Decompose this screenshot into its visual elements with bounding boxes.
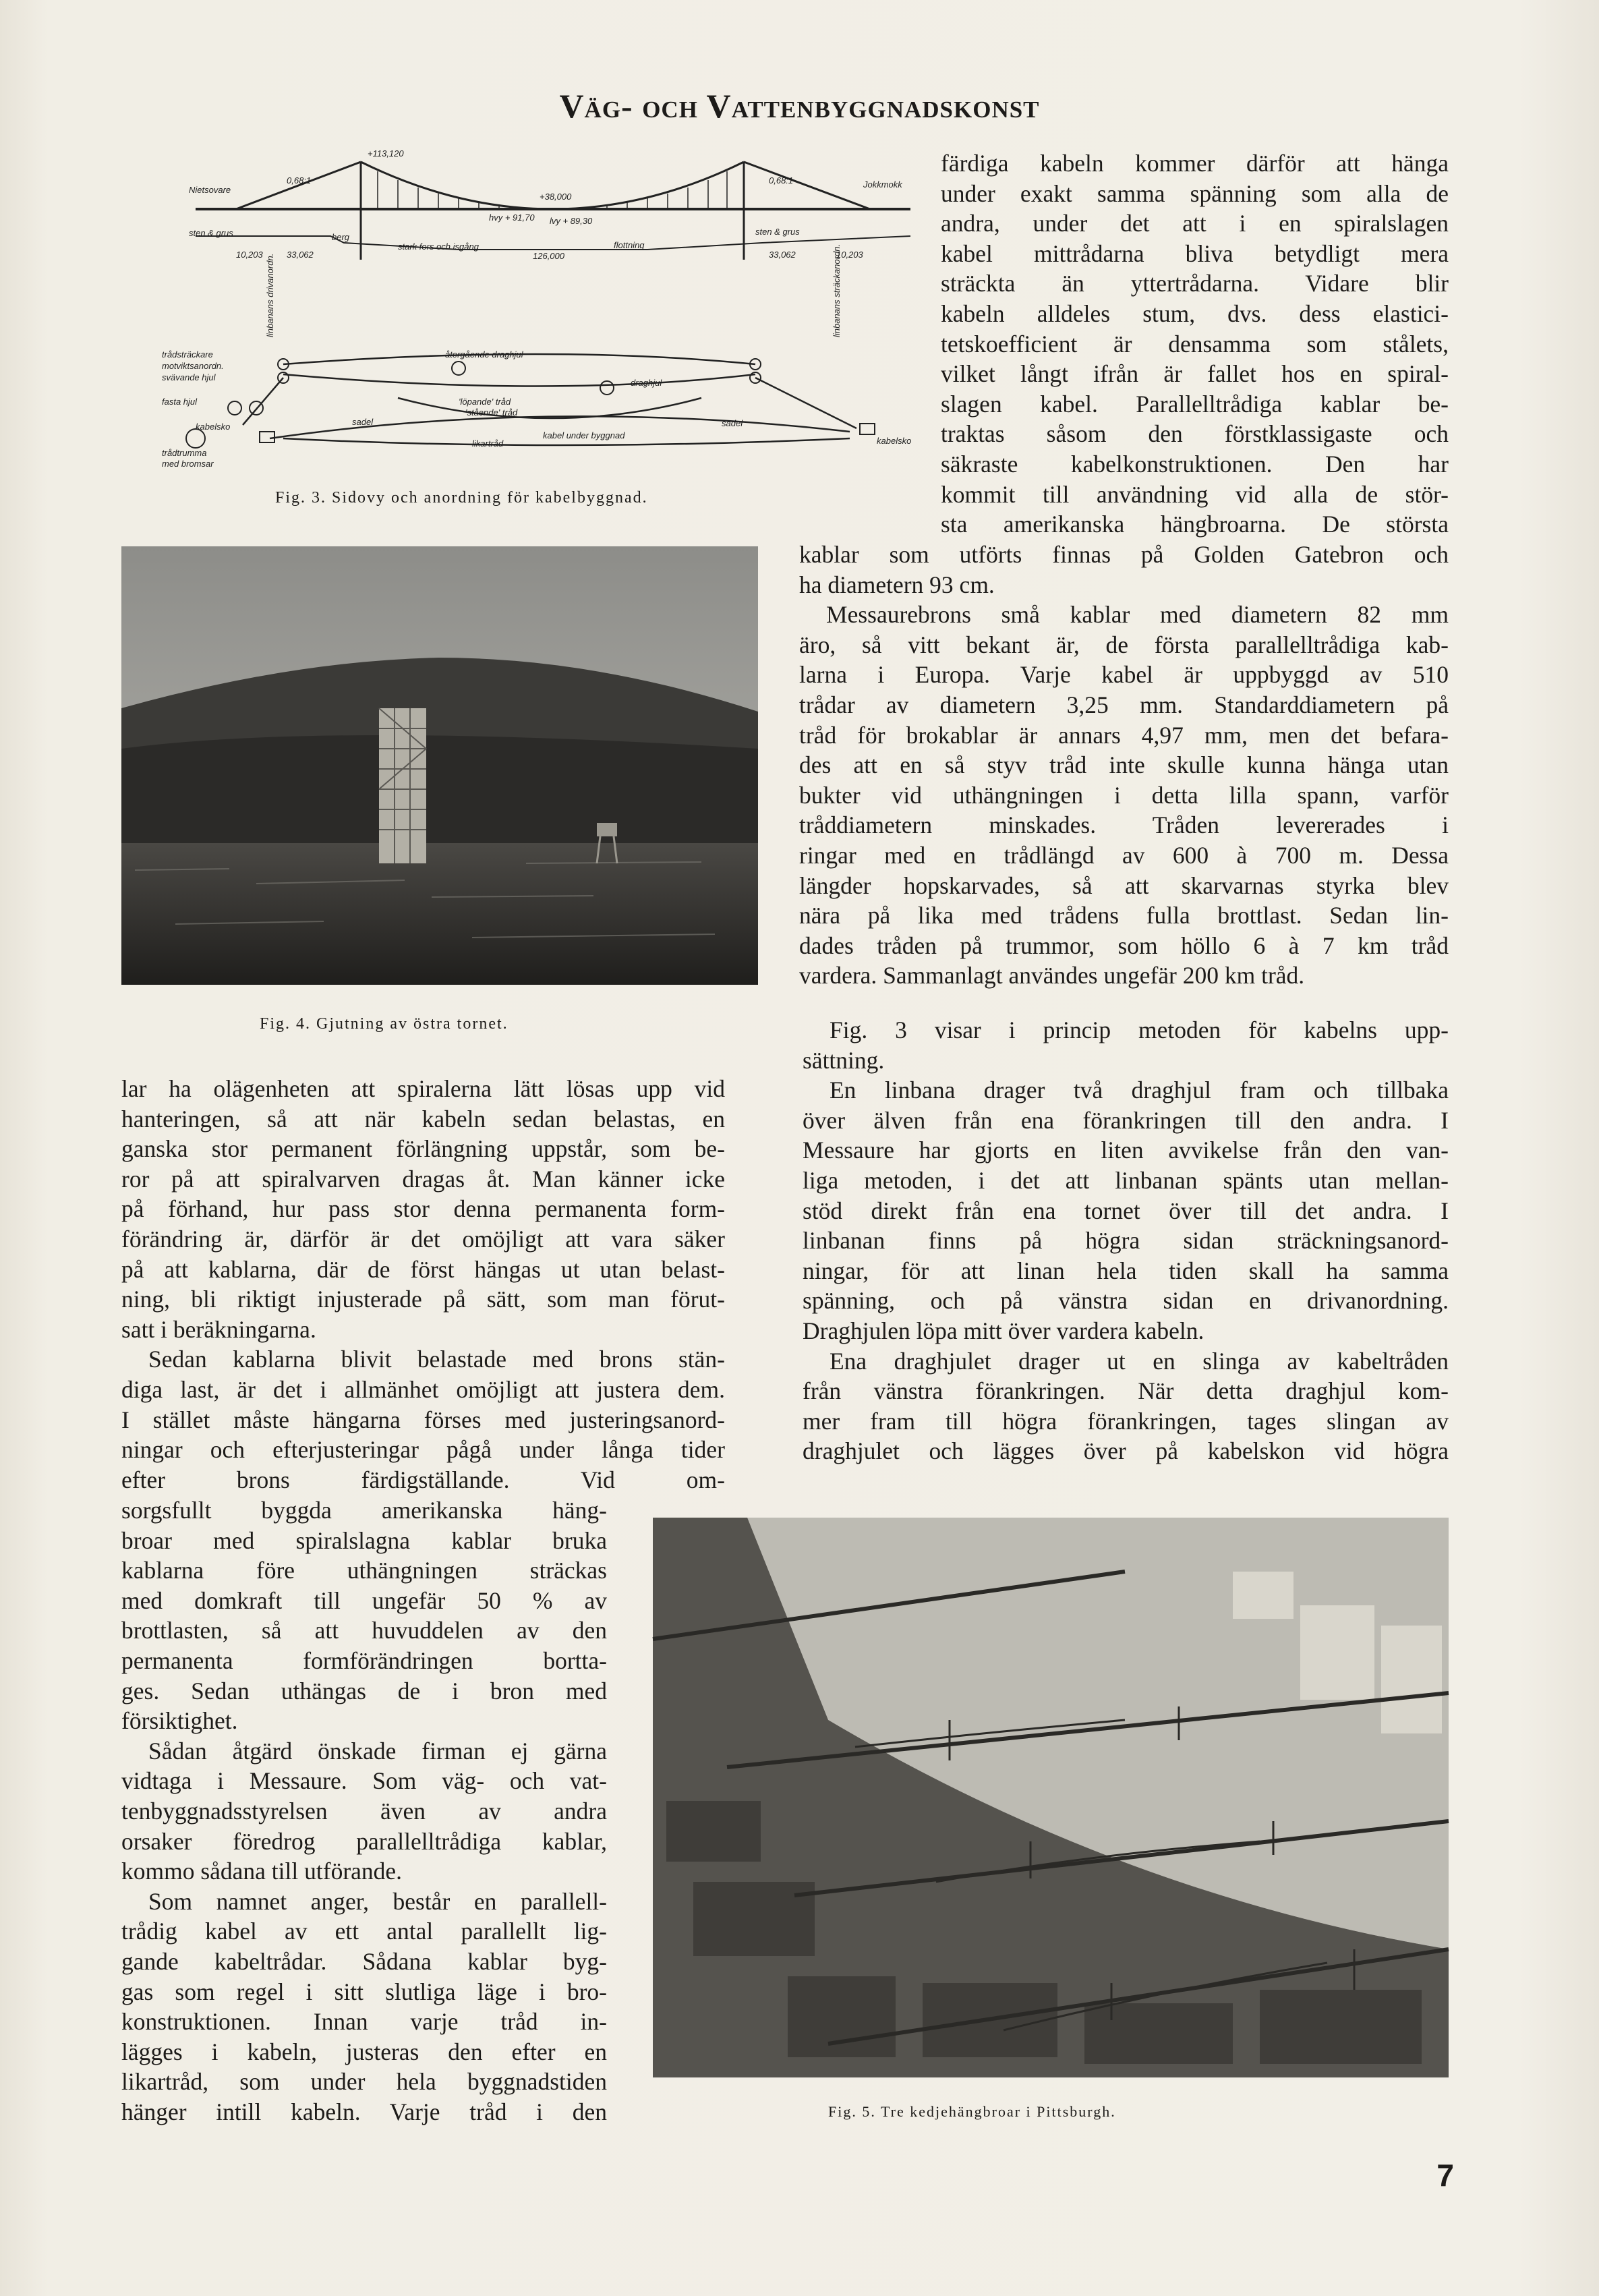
text-line: med domkraft till ungefär 50 % av	[121, 1586, 607, 1614]
text-line: dades tråden på trummor, som höllo 6 à 7 km tråd	[799, 931, 1449, 959]
text-line: kommo sådana till utförande.	[121, 1858, 403, 1885]
text-line: Draghjulen löpa mitt över vardera kabeln.	[803, 1317, 1204, 1344]
draghjul-returning	[452, 362, 465, 375]
label-motvikt: motviktsanordn.	[162, 361, 224, 371]
label-staende: 'stående' tråd	[465, 407, 518, 418]
text-line: des att en så styv tråd inte skulle kunna hänga utan	[799, 751, 1449, 779]
text-line: kommit till användning vid alla de stör-	[941, 480, 1449, 508]
river	[121, 843, 758, 985]
text-line: ganska stor permanent förlängning uppstår, som be-	[121, 1135, 725, 1163]
text-line: säkraste kabelkonstruktionen. Den har	[941, 450, 1449, 478]
label-stark-fors: stark fors och isgång	[398, 241, 479, 252]
text-line: andra, under det att i en spiralslagen	[941, 210, 1449, 237]
text-line: under exakt samma spänning som alla de	[941, 179, 1449, 207]
label-jokkmokk: Jokkmokk	[863, 179, 902, 190]
text-line: färdiga kabeln kommer därför att hänga	[941, 150, 1449, 177]
text-line: tenbyggnadsstyrelsen även av andra	[121, 1797, 607, 1825]
text-line: ror på att spiralvarven dragas åt. Man känner icke	[121, 1165, 725, 1193]
fig4-photo	[121, 546, 758, 985]
text-line: tetskoefficient är densamma som stålets,	[941, 330, 1449, 357]
text-line: kabeln alldeles stum, dvs. dess elastici-	[941, 299, 1449, 327]
text-line: nära på lika med trådens fulla brottlast. Sedan lin-	[799, 902, 1449, 929]
text-line: trådig kabel av ett antal parallellt lig-	[121, 1918, 607, 1945]
label-linbanans-left: linbanans drivanordn.	[265, 253, 275, 337]
label-sten-left: sten & grus	[189, 228, 233, 238]
text-line: vardera. Sammanlagt användes ungefär 200 km tråd.	[799, 962, 1305, 989]
text-line: sorgsfullt byggda amerikanska häng-	[121, 1497, 607, 1524]
left-col-low	[121, 1495, 607, 2127]
text-line: Sådan åtgärd önskade firman ej gärna	[148, 1737, 607, 1764]
text-line: Messaurebrons små kablar med diametern 82 mm	[826, 601, 1449, 629]
text-line: kablarna före uthängningen sträckas	[121, 1557, 607, 1584]
label-fasta-hjul: fasta hjul	[162, 397, 198, 407]
text-line: efter brons färdigställande. Vid om-	[121, 1466, 725, 1493]
text-line: draghjulet och lägges över på kabelskon vid högra	[803, 1437, 1449, 1465]
text-line: äro, så vitt bekant är, de första parallelltrådiga kab-	[799, 631, 1449, 658]
fig5-photo	[653, 1518, 1449, 2077]
text-line: förändring är, därför är det omöjligt att vara säker	[121, 1225, 725, 1253]
label-tradstrackare: trådsträckare	[162, 349, 213, 360]
label-dim-right: 10,203	[836, 250, 863, 260]
text-line: ningar, för att linan hela tiden skall ha samma	[803, 1257, 1449, 1284]
text-line: lar ha olägenheten att spiralerna lätt lösas upp vid	[121, 1075, 725, 1102]
text-line: kabel mittrådarna bliva betydligt mera	[941, 239, 1449, 267]
text-line: längder hopskarvades, så att skarvarnas styrka blev	[799, 871, 1449, 899]
text-line: Som namnet anger, består en parallell-	[148, 1887, 607, 1915]
label-med-bromsar: med bromsar	[162, 459, 214, 469]
fig3-caption: Fig. 3. Sidovy och anordning för kabelbyggnad.	[275, 489, 648, 507]
text-line: traktas såsom den förstklassigaste och	[941, 420, 1449, 448]
text-line: slagen kabel. Parallelltrådiga kablar be-	[941, 390, 1449, 418]
text-line: ha diametern 93 cm.	[799, 571, 995, 598]
page-header: Väg- och Vattenbyggnadskonst	[559, 87, 1040, 125]
label-tradtrumma: trådtrumma	[162, 448, 207, 458]
label-span-right: 33,062	[769, 250, 796, 260]
page-number: 7	[1436, 2158, 1454, 2193]
text-line: I stället måste hängarna förses med justeringsanord-	[121, 1406, 725, 1433]
right-col-top	[941, 148, 1449, 540]
label-flottning: flottning	[614, 240, 645, 250]
text-line: diga last, är det i allmänhet omöjligt att justera dem.	[121, 1375, 725, 1403]
text-line: Fig. 3 visar i princip metoden för kabelns upp-	[830, 1016, 1449, 1043]
text-line: broar med spiralslagna kablar bruka	[121, 1526, 607, 1554]
right-col-mid	[799, 540, 1449, 991]
text-line: bukter vid uthängningen i detta lilla spann, varför	[799, 781, 1449, 809]
text-line: på förhand, hur pass stor denna permanenta form-	[121, 1195, 725, 1223]
right-col-low	[803, 1015, 1449, 1466]
text-line: hanteringen, så att när kabeln sedan belastas, en	[121, 1105, 725, 1132]
wire-drum	[186, 429, 205, 448]
text-line: trådar av diametern 3,25 mm. Standarddiametern på	[799, 691, 1449, 718]
label-draghjul: draghjul	[631, 378, 662, 388]
cable-shoe-left	[260, 432, 274, 442]
text-line: hänger intill kabeln. Varje tråd i den	[121, 2098, 607, 2125]
text-line: på att kablarna, där de först hängas ut utan belast-	[121, 1255, 725, 1283]
text-line: liga metoden, i det att linbanan spänts utan mellan-	[803, 1166, 1449, 1194]
label-lw: lvy + 89,30	[550, 216, 593, 226]
left-col-mid	[121, 1074, 725, 1495]
text-line: satt i beräkningarna.	[121, 1315, 316, 1343]
label-atergaende: återgående draghjul	[445, 349, 523, 360]
text-line: Ena draghjulet drager ut en slinga av kabeltråden	[830, 1347, 1449, 1375]
building	[1300, 1605, 1374, 1700]
text-line: gas som regel i sitt slutliga läge i bro-	[121, 1978, 607, 2005]
small-tower	[597, 823, 617, 836]
label-likartrad: likartråd	[472, 438, 504, 449]
text-line: ning, bli riktigt injusterade på sätt, som man förut-	[121, 1286, 725, 1313]
text-line: stöd direkt från ena tornet över till det andra. I	[803, 1197, 1449, 1224]
cable-shoe-right	[860, 424, 875, 434]
label-kabel-under: kabel under byggnad	[543, 430, 625, 440]
text-line: ringar med en trådlängd av 600 à 700 m. Dessa	[799, 841, 1449, 869]
label-sadel-right: sadel	[722, 418, 743, 428]
fixed-wheel	[228, 401, 241, 415]
text-line: ges. Sedan uthängas de i bron med	[121, 1677, 607, 1704]
label-kabelsko-right: kabelsko	[877, 436, 912, 446]
label-slope-right: 0,68:1	[769, 175, 794, 185]
label-berg: berg	[332, 232, 350, 242]
text-line: permanenta formförändringen bortta-	[121, 1646, 607, 1674]
text-line: från vänstra förankringen. När detta draghjul kom-	[803, 1377, 1449, 1405]
text-line: sträckta än yttertrådarna. Vidare blir	[941, 270, 1449, 297]
label-svavande: svävande hjul	[162, 372, 216, 382]
text-line: tråddiametern minskades. Tråden levererades i	[799, 811, 1449, 839]
label-lopande: 'löpande' tråd	[459, 397, 511, 407]
text-line: orsaker föredrog parallelltrådiga kablar,	[121, 1827, 607, 1855]
label-level-mid: +38,000	[540, 192, 572, 202]
text-line: tråd för brokablar är annars 4,97 mm, men det befara-	[799, 721, 1449, 749]
fig4-caption: Fig. 4. Gjutning av östra tornet.	[260, 1015, 508, 1033]
label-dim-left: 10,203	[236, 250, 263, 260]
text-line: mer fram till högra förankringen, tages slingan av	[803, 1407, 1449, 1435]
tower-scaffold	[379, 708, 426, 863]
text-line: sättning.	[803, 1046, 885, 1074]
text-line: ningar och efterjusteringar pågå under långa tider	[121, 1436, 725, 1464]
label-linbanans-right: linbanans sträckanordn.	[832, 243, 842, 337]
text-line: likartråd, som under hela byggnadstiden	[121, 2068, 607, 2096]
label-sten-right: sten & grus	[755, 227, 800, 237]
label-kabelsko-left: kabelsko	[196, 422, 231, 432]
text-line: gande kabeltrådar. Sådana kablar byg-	[121, 1947, 607, 1975]
text-line: försiktighet.	[121, 1707, 238, 1735]
text-line: vidtaga i Messaure. Som väg- och vat-	[121, 1767, 607, 1795]
text-line: över älven från ena förankringen till den andra. I	[803, 1106, 1449, 1134]
text-line: linbanan finns på högra sidan sträckningsanord-	[803, 1227, 1449, 1255]
fig5-caption: Fig. 5. Tre kedjehängbroar i Pittsburgh.	[828, 2103, 1116, 2120]
text-line: Sedan kablarna blivit belastade med brons stän-	[148, 1346, 725, 1373]
text-line: vilket långt ifrån är fallet hos en spiral-	[941, 360, 1449, 388]
label-span-main: 126,000	[533, 251, 564, 261]
label-slope-left: 0,68:1	[287, 175, 312, 185]
text-line: lägges i kabeln, justeras den efter en	[121, 2038, 607, 2065]
label-nietsovare: Nietsovare	[189, 185, 231, 195]
draghjul-working	[600, 381, 614, 395]
text-line: larna i Europa. Varje kabel är uppbyggd av 510	[799, 661, 1449, 689]
label-span-left: 33,062	[287, 250, 314, 260]
fig3-diagram	[162, 142, 917, 492]
text-line: brottlasten, så att huvuddelen av den	[121, 1617, 607, 1644]
label-sadel-left: sadel	[352, 417, 374, 427]
text-line: sta amerikanska hängbroarna. De största	[941, 511, 1449, 538]
text-line: En linbana drager två draghjul fram och tillbaka	[830, 1077, 1449, 1104]
text-line: Messaure har gjorts en liten avvikelse från den van-	[803, 1137, 1449, 1164]
label-elev-top: +113,120	[368, 148, 404, 159]
text-line: kablar som utförts finnas på Golden Gatebron och	[799, 541, 1449, 568]
text-line: konstruktionen. Innan varje tråd in-	[121, 2008, 607, 2036]
label-hhw: hvy + 91,70	[489, 212, 535, 223]
text-line: spänning, och på vänstra sidan en drivanordning.	[803, 1287, 1449, 1315]
